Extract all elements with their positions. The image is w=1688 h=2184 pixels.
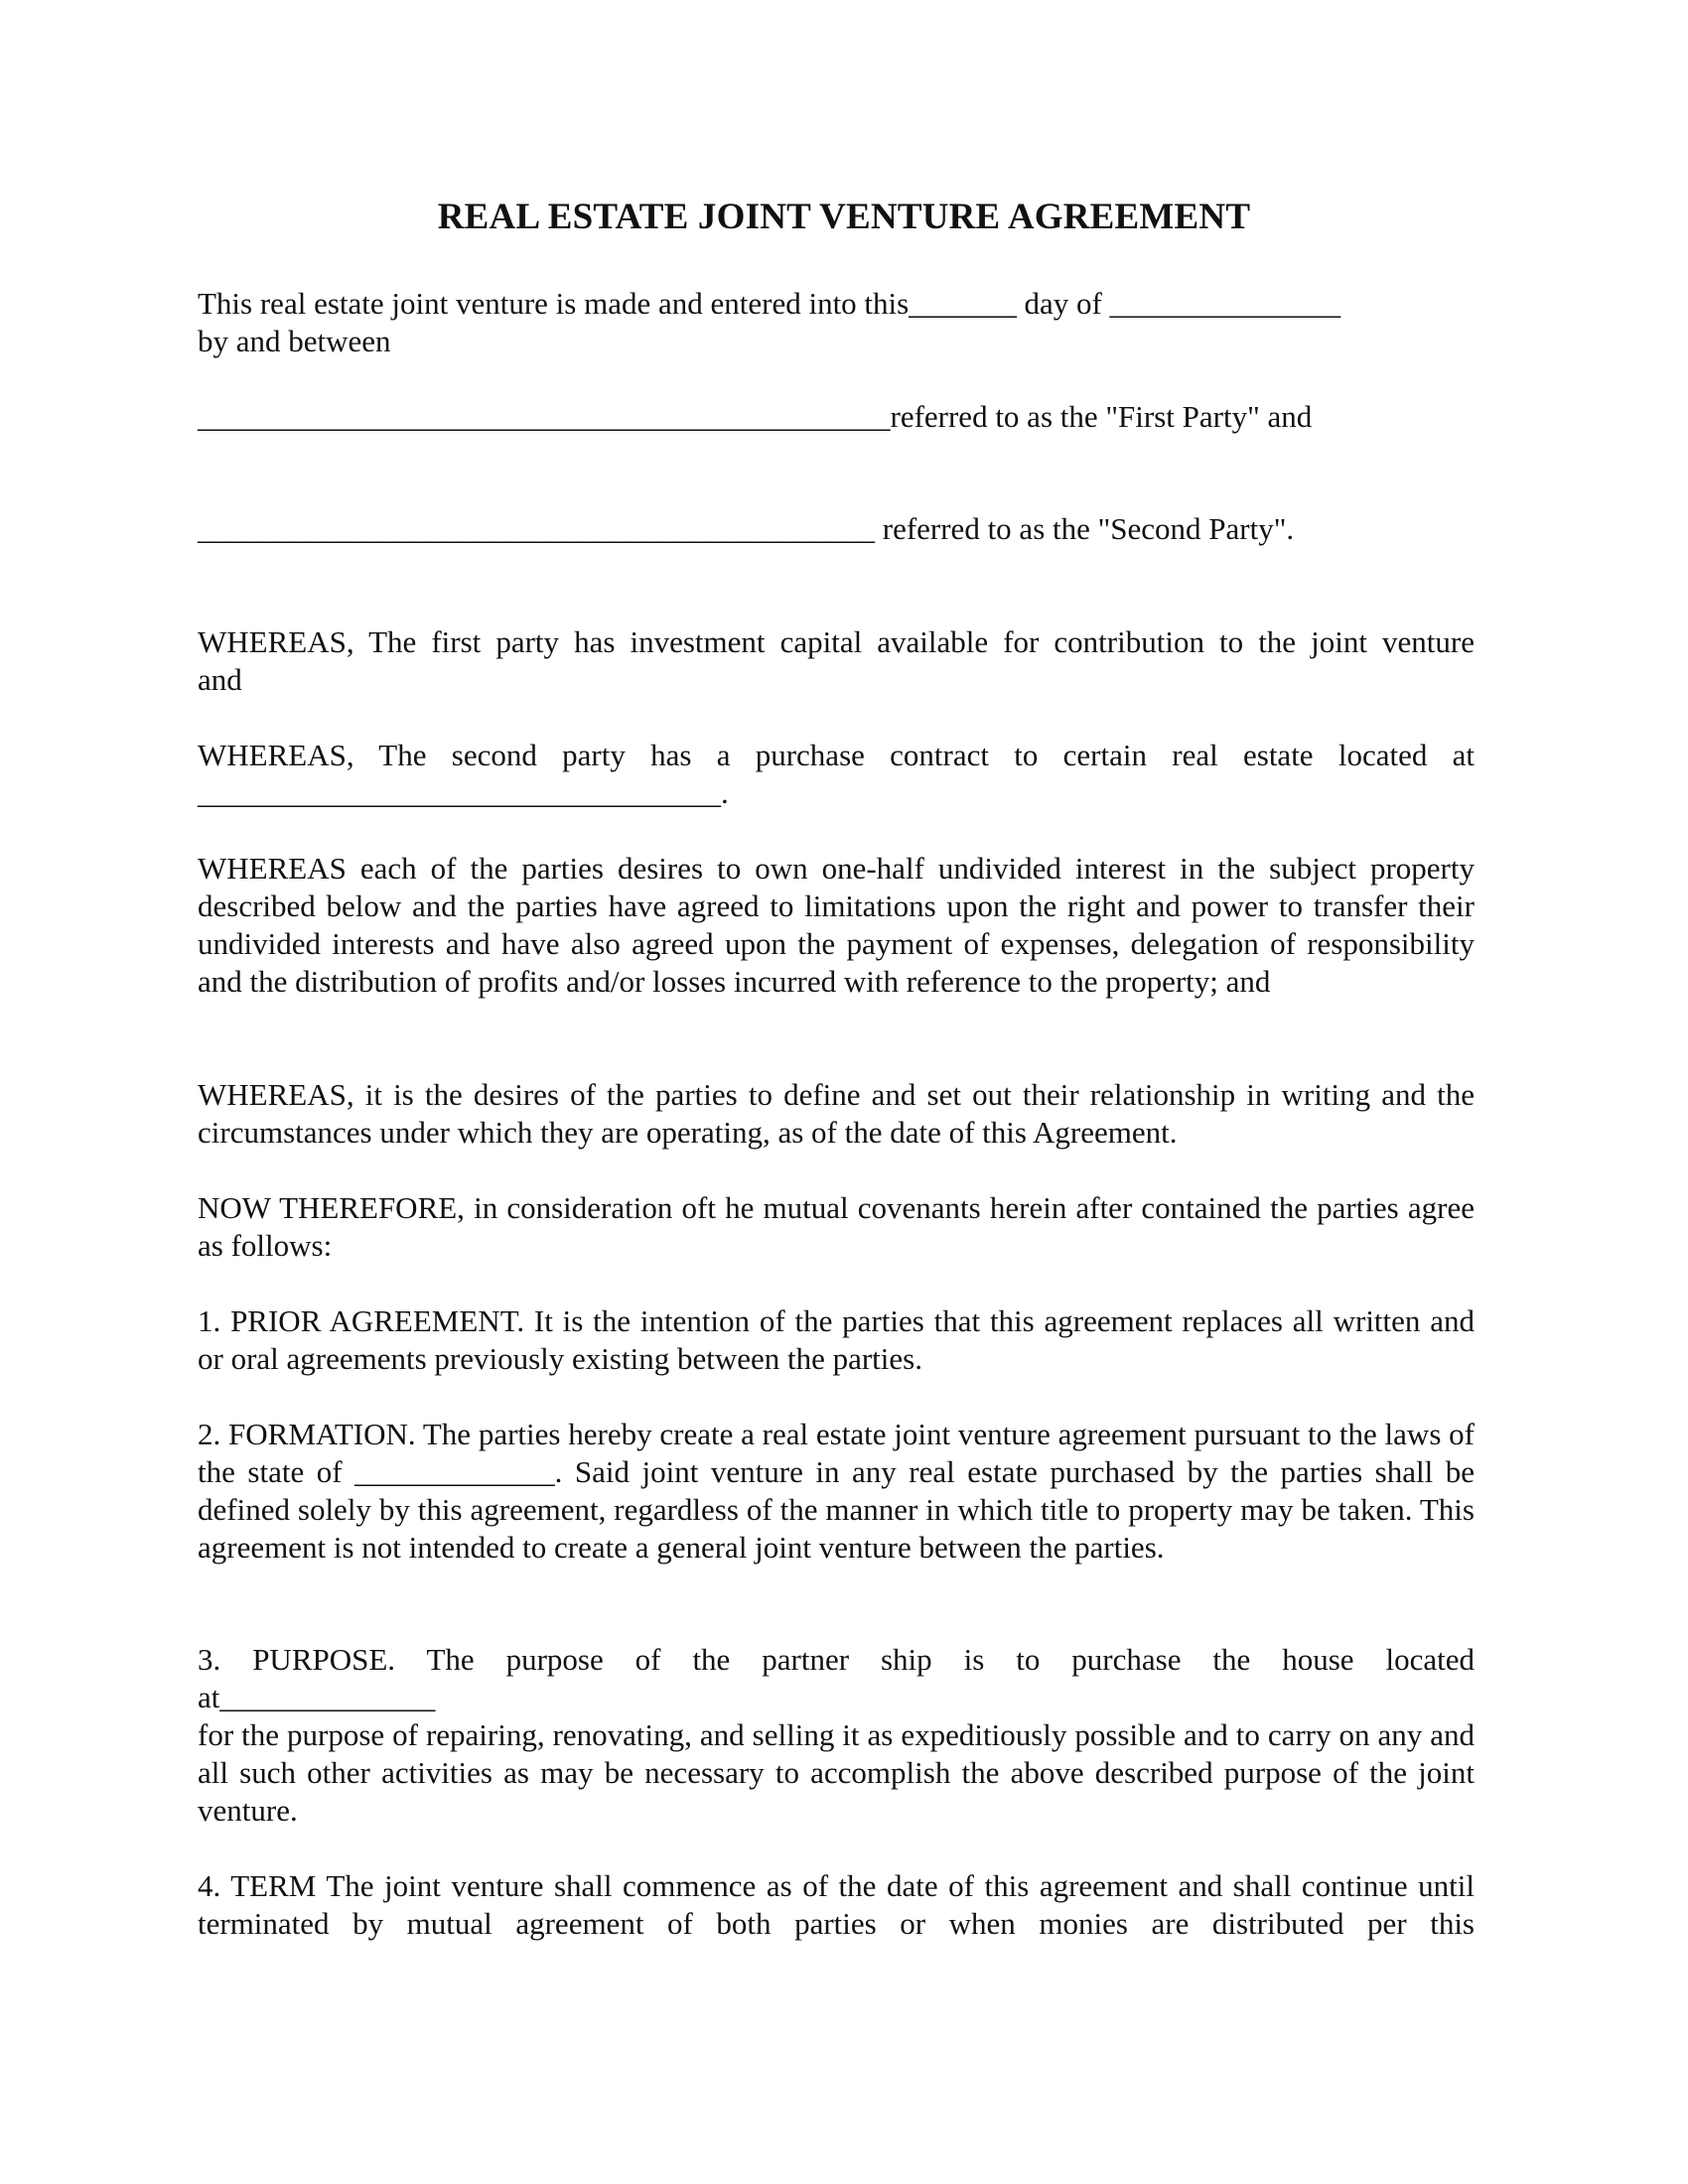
- section-2-formation: 2. FORMATION. The parties hereby create a real estate joint venture agreement pursuant to the laws of the state of _____________. Said joint venture in any real estate purchased by the parties shall be defined solely by this agreement, regardless of the manner in which title to property may be taken. This agreement is not intended to create a general joint venture between the parties.: [198, 1417, 1475, 1565]
- first-party-label: referred to as the "First Party" and: [890, 399, 1313, 434]
- intro-line-2: by and between: [198, 324, 391, 358]
- section-3-purpose: [198, 1641, 1475, 1830]
- day-of-text: day of: [1016, 286, 1110, 321]
- section-3-line-1: 3. PURPOSE. The purpose of the partner ship is to purchase the house located: [198, 1642, 1475, 1677]
- intro-text: This real estate joint venture is made and entered into this: [198, 286, 910, 321]
- month-blank[interactable]: _______________: [1109, 286, 1341, 321]
- whereas-3: WHEREAS each of the parties desires to own one-half undivided interest in the subject property described below and the parties have agreed to limitations upon the right and power to transfer their undivided interests and have also agreed upon the payment of expenses, delegation of responsibility and the distribution of profits and/or losses incurred with reference to the property; and: [198, 851, 1475, 999]
- section-1-prior-agreement: 1. PRIOR AGREEMENT. It is the intention of the parties that this agreement replaces all written and or oral agreements previously existing between the parties.: [198, 1303, 1475, 1376]
- whereas-1-line-1: WHEREAS, The first party has investment capital available for contribution to the joint venture: [198, 624, 1475, 659]
- intro-line-1: [198, 285, 1475, 323]
- section-3-house-blank[interactable]: at______________: [198, 1680, 436, 1714]
- first-party-line: [198, 398, 1475, 436]
- section-3-rest: for the purpose of repairing, renovating, and selling it as expeditiously possible and to carry on any and all such other activities as may be necessary to accomplish the above described purpose of the joint venture.: [198, 1717, 1475, 1828]
- whereas-2-line-1: WHEREAS, The second party has a purchase contract to certain real estate located at: [198, 738, 1475, 772]
- whereas-2-address-blank[interactable]: __________________________________.: [198, 775, 729, 810]
- whereas-1-line-2: and: [198, 662, 242, 697]
- second-party-blank[interactable]: ____________________________________________: [198, 511, 875, 546]
- whereas-4: WHEREAS, it is the desires of the parties to define and set out their relationship in writing and the circumstances under which they are operating, as of the date of this Agreement.: [198, 1077, 1475, 1150]
- section-4-term: 4. TERM The joint venture shall commence as of the date of this agreement and shall continue until terminated by mutual agreement of both parties or when monies are distributed per this: [198, 1868, 1475, 1941]
- whereas-1: [198, 623, 1475, 699]
- second-party-line: [198, 510, 1475, 548]
- document-title: REAL ESTATE JOINT VENTURE AGREEMENT: [437, 197, 1251, 237]
- second-party-label: referred to as the "Second Party".: [875, 511, 1295, 546]
- day-blank[interactable]: _______: [909, 286, 1017, 321]
- whereas-2: [198, 737, 1475, 812]
- now-therefore: NOW THEREFORE, in consideration oft he mutual covenants herein after contained the parties agree as follows:: [198, 1190, 1475, 1263]
- first-party-blank[interactable]: _____________________________________________: [198, 399, 891, 434]
